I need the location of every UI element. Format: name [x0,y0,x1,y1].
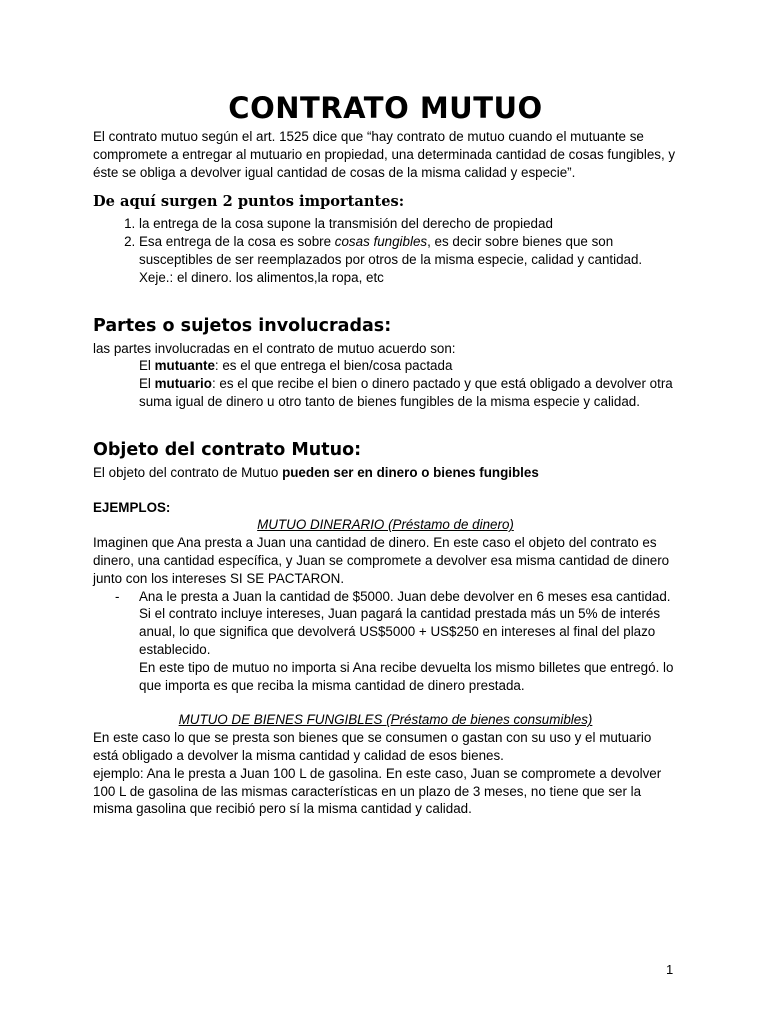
dash-marker: - [115,588,120,604]
parties-heading: Partes o sujetos involucradas: [93,315,392,336]
point-2-example: Xeje.: el dinero. los alimentos,la ropa, etc [139,269,384,285]
mutuario-definition [93,375,678,411]
points-list [93,215,678,286]
object-text-bold: pueden ser en dinero o bienes fungibles [282,464,539,480]
goods-example-paragraph-1: En este caso lo que se presta son bienes que se consumen o gastan con su uso y el mutuario está obligado a devolver la misma cantidad y calidad de esos bienes. [93,730,652,763]
point-2-text-rest: , es decir sobre bienes que son susceptibles de ser reemplazados por otros de la misma especie, calidad y cantidad. [139,234,643,267]
examples-label [93,499,678,517]
mutuante-prefix: El [139,358,155,374]
object-text-plain: El objeto del contrato de Mutuo [93,464,283,480]
money-example-list [93,588,678,659]
point-2-text: Esa entrega de la cosa es sobre [139,234,335,250]
object-heading: Objeto del contrato Mutuo: [93,439,362,460]
goods-example-title: MUTUO DE BIENES FUNGIBLES (Préstamo de bienes consumibles) [178,712,593,728]
parties-intro: las partes involucradas en el contrato de mutuo acuerdo son: [93,340,456,356]
page-content [93,90,678,818]
mutuante-def: : es el que entrega el bien/cosa pactada [214,358,453,374]
money-example-note: En este tipo de mutuo no importa si Ana recibe devuelta los mismo billetes que entregó. lo que importa es que reciba la misma cantidad de dinero prestada. [139,659,674,693]
intro-paragraph: El contrato mutuo según el art. 1525 dice que “hay contrato de mutuo cuando el mutuante se compromete a entregar al mutuario en propiedad, una determinada cantidad de cosas fungibles, y éste se obliga a devolver igual cantidad de cosas de la misma calidad y especie”. [93,129,676,180]
money-example-paragraph: Imaginen que Ana presta a Juan una cantidad de dinero. En este caso el objeto del contrato es dinero, una cantidad específica, y Juan se compromete a devolver esa misma cantidad de dinero junto con los intereses SI SE PACTARON. [93,535,670,586]
mutuario-term: mutuario [154,376,212,392]
point-2-emphasis: cosas fungibles [334,234,428,250]
goods-example-paragraph-2: ejemplo: Ana le presta a Juan 100 L de gasolina. En este caso, Juan se compromete a devolver 100 L de gasolina de las mismas características en un plazo de 3 meses, no tiene que ser la misma gasolina que recibió pero sí la misma cantidad y calidad. [93,765,662,817]
document-title: CONTRATO MUTUO [228,91,543,125]
points-heading: De aquí surgen 2 puntos importantes: [93,193,405,211]
money-example-bullet: Ana le presta a Juan la cantidad de $5000. Juan debe devolver en 6 meses esa cantidad. Si el contrato incluye intereses, Juan pagará la cantidad prestada más un 5% de interés anual, lo que significa que devolverá US$5000 + US$250 en intereses al final del plazo establecido. [139,588,671,657]
page-number: 1 [666,962,674,977]
list-item [139,233,678,286]
mutuante-definition [93,357,678,375]
object-text [93,464,678,482]
point-1-text: la entrega de la cosa supone la transmisión del derecho de propiedad [139,216,553,232]
list-item [139,215,678,233]
mutuario-def: : es el que recibe el bien o dinero pactado y que está obligado a devolver otra suma igual de dinero u otro tanto de bienes fungibles de la misma especie y calidad. [139,376,673,409]
mutuario-prefix: El [139,376,155,392]
examples-label-text: EJEMPLOS: [93,499,171,515]
money-example-title: MUTUO DINERARIO (Préstamo de dinero) [257,517,514,533]
mutuante-term: mutuante [154,358,215,374]
list-item [93,588,678,659]
